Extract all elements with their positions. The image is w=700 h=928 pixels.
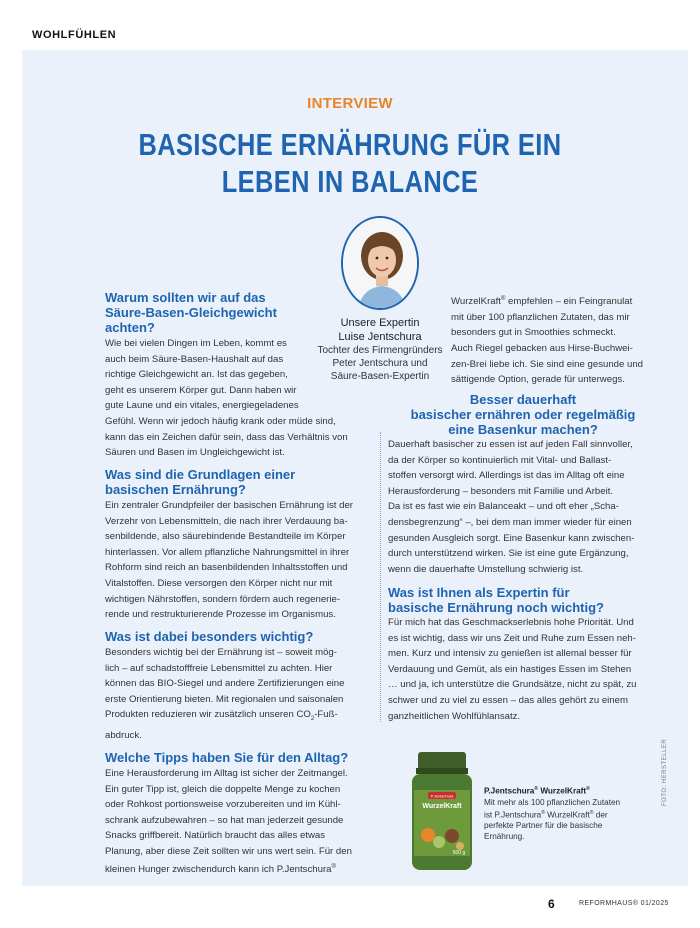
product-bottle-image	[408, 750, 476, 872]
product-name-text: WurzelKraft	[538, 786, 587, 796]
answer-line: Verzehr von Lebensmitteln, die nach ihrer Verdauung ba-	[105, 515, 348, 527]
answer-line: senbildende, also säurebindende Bestandteile im Körper	[105, 531, 346, 543]
answer-line: Planung, aber diese Zeit sollten wir uns wert sein. Für den	[105, 845, 352, 857]
answer-line: densbegrenzung“ –, bei dem man immer wieder für einen	[388, 516, 632, 528]
question-line: Besser dauerhaft	[469, 392, 577, 407]
question-line: Warum sollten wir auf das	[105, 290, 266, 305]
answer-line: Gefühl. Wenn wir jedoch häufig krank oder müde sind,	[105, 415, 336, 427]
answer-line: abdruck.	[105, 729, 142, 741]
question-6	[388, 585, 663, 615]
page-number: 6	[548, 897, 555, 911]
answer-line: wenn die dauerhafte Umstellung schwierig ist.	[388, 563, 584, 575]
answer-line: Eine Herausforderung im Alltag ist sicher der Zeitmangel.	[105, 768, 348, 779]
answer-line: geht es unserem Körper gut. Dann haben wir	[105, 384, 297, 396]
answer-line: Besonders wichtig bei der Ernährung ist – soweit mög-	[105, 647, 337, 658]
photo-credit: FOTO: HERSTELLER	[662, 738, 668, 806]
answer-line: oder Rohkost portionsweise vorzubereiten und im Kühl-	[105, 799, 341, 811]
answer-line: gesunden Ausgleich sorgt. Eine Basenkur kann zwischen-	[388, 532, 635, 544]
registered-mark: ®	[500, 296, 506, 302]
magazine-issue: REFORMHAUS® 01/2025	[579, 900, 669, 907]
answer-2	[105, 498, 370, 623]
answer-line: Ein zentraler Grundpfeiler der basischen Ernährung ist der	[105, 500, 353, 511]
answer-line: Vitalstoffen. Diese versorgen den Körper nicht nur mit	[105, 577, 333, 589]
answer-line: mit über 100 pflanzlichen Zutaten, das mir	[451, 311, 630, 323]
answer-line: hinterlassen. Vor allem pflanzliche Nahrungsmittel in ihrer	[105, 546, 350, 558]
answer-4-continued	[451, 292, 671, 388]
answer-line: kann das ein Zeichen dafür sein, dass das Verhältnis von	[105, 431, 348, 443]
caption-line: Luise Jentschura	[338, 331, 422, 343]
question-line: basischer ernähren oder regelmäßig	[410, 407, 636, 422]
answer-line: schwer und zu viel zu essen – das alles gehört zu einem	[388, 694, 628, 706]
answer-text: WurzelKraft	[451, 296, 501, 308]
title-line: BASISCHE ERNÄHRUNG FÜR EIN	[138, 127, 562, 162]
question-line: achten?	[105, 320, 155, 335]
answer-line: wichtigen Nährstoffen, sondern fördern auch regenerie-	[105, 593, 341, 605]
answer-line	[451, 292, 671, 310]
answer-line: men. Kurz und intensiv zu genießen ist allemal besser für	[388, 648, 632, 660]
question-line: Welche Tipps haben Sie für den Alltag?	[105, 750, 349, 765]
registered-mark: ®	[589, 809, 594, 816]
product-line: perfekte Partner für die basische	[484, 821, 603, 831]
question-line: basische Ernährung noch wichtig?	[388, 600, 604, 615]
answer-line: Für mich hat das Geschmackserlebnis hohe Priorität. Und	[388, 617, 634, 628]
answer-line: Da ist es fast wie ein Balanceakt – und oft eher „Scha-	[388, 501, 619, 513]
answer-line: richtige Gleichgewicht an. Ist das gegeben,	[105, 369, 288, 381]
answer-6	[388, 615, 663, 724]
answer-line: … und ja, ich unterstütze die Grundsätze, nicht zu spät, zu	[388, 679, 637, 691]
registered-mark: ®	[331, 863, 336, 870]
answer-line: es ist wichtig, dass wir uns Zeit und Ruhe zum Essen neh-	[388, 632, 636, 644]
answer-line: stoffen versorgt wird. Allerdings ist das im Alltag oft eine	[388, 470, 625, 482]
answer-line: rende und restrukturierende Prozesse im Organismus.	[105, 609, 336, 621]
answer-line: sättigende Option, gerade für unterwegs.	[451, 374, 625, 386]
answer-text: Produkten reduzieren wir zusätzlich unseren CO	[105, 709, 311, 721]
answer-line: besonders gut in Smoothies schmeckt.	[451, 327, 616, 339]
answer-5	[388, 437, 663, 577]
answer-line	[105, 860, 370, 878]
product-line: Mit mehr als 100 pflanzlichen Zutaten	[484, 797, 621, 807]
bottle-product-text: WurzelKraft	[422, 803, 462, 810]
answer-line: Verdauung und Gemüt, als ein hastiges Essen im Stehen	[388, 663, 632, 675]
answer-4	[105, 766, 370, 877]
answer-line: Dauerhaft basischer zu essen ist auf jeden Fall sinnvoller,	[388, 439, 633, 450]
answer-line: da der Körper so kontinuierlich mit Vital- und Ballast-	[388, 454, 612, 466]
expert-photo-illustration	[343, 218, 419, 310]
product-text: WurzelKraft	[544, 810, 590, 820]
question-1	[105, 290, 315, 335]
registered-mark: ®	[541, 809, 545, 816]
answer-line: schrank aufzubewahren – so hat man jederzeit gesunde	[105, 814, 344, 826]
answer-1	[105, 336, 365, 461]
product-line	[484, 808, 644, 821]
answer-line: Säuren und Basen im Ungleichgewicht ist.	[105, 447, 285, 459]
answer-line: Auch Riegel gebacken aus Hirse-Buchwei-	[451, 342, 633, 354]
product-name-text: P.Jentschura	[484, 786, 535, 796]
answer-3	[105, 645, 370, 743]
question-line: Säure-Basen-Gleichgewicht	[105, 305, 277, 320]
title-line: LEBEN IN BALANCE	[221, 164, 479, 199]
caption-line: Unsere Expertin	[340, 317, 420, 329]
question-3	[105, 629, 370, 644]
answer-text: -Fuß-	[314, 709, 338, 721]
caption-line: Peter Jentschura und	[332, 358, 428, 369]
answer-line: Snacks griffbereit. Natürlich braucht das alles etwas	[105, 830, 326, 842]
answer-line: auch beim Säure-Basen-Haushalt auf das	[105, 353, 284, 365]
bottle-weight-text: 500 g	[452, 850, 466, 856]
product-text: ist P.Jentschura	[484, 810, 542, 820]
question-line: Was ist dabei besonders wichtig?	[105, 629, 314, 644]
answer-line: Ein guter Tipp ist, gleich die doppelte Menge zu kochen	[105, 783, 341, 795]
answer-line: ganzheitlichen Wohlfühlansatz.	[388, 710, 521, 722]
expert-portrait	[341, 216, 419, 310]
section-label: WOHLFÜHLEN	[32, 29, 117, 41]
answer-line: zen-Brei liebe ich. Sie sind eine gesunde und	[451, 358, 644, 370]
answer-line	[105, 707, 370, 728]
question-2	[105, 467, 365, 497]
product-description	[484, 784, 644, 842]
product-bottle-illustration	[408, 750, 476, 872]
question-line: Was sind die Grundlagen einer	[105, 467, 296, 482]
caption-line: Säure-Basen-Expertin	[330, 371, 430, 382]
question-line: Was ist Ihnen als Expertin für	[388, 585, 570, 600]
registered-mark: ®	[534, 786, 539, 792]
product-name	[484, 784, 644, 797]
question-line: basischen Ernährung?	[105, 482, 246, 497]
answer-line: Rohform sind reich an basenbildenden Inhaltsstoffen und	[105, 562, 348, 574]
article-kicker: INTERVIEW	[307, 95, 393, 112]
column-divider	[380, 432, 381, 722]
answer-line: gute Laune und ein vitales, energiegeladenes	[105, 400, 299, 412]
question-line: eine Basenkur machen?	[448, 422, 598, 437]
question-5	[388, 392, 658, 437]
answer-line: erste Orientierung bieten. Mit regionalen und saisonalen	[105, 693, 344, 705]
answer-text: empfehlen – ein Feingranulat	[505, 296, 633, 308]
answer-line: Wie bei vielen Dingen im Leben, kommt es	[105, 338, 287, 349]
answer-line: durch unterstützend wirken. Sie ist eine gute Ergänzung,	[388, 548, 629, 560]
product-text: der	[593, 810, 608, 820]
question-4	[105, 750, 375, 765]
answer-line: lich – auf schadstofffreie Lebensmittel zu achten. Hier	[105, 662, 333, 674]
bottle-brand-text: P.Jentschura	[430, 793, 454, 799]
product-line: Ernährung.	[484, 832, 525, 842]
caption-line: Tochter des Firmengründers	[317, 345, 443, 356]
registered-mark: ®	[586, 786, 590, 792]
answer-text: kleinen Hunger zwischendurch kann ich P.Jentschura	[105, 863, 332, 875]
subscript: 2	[310, 716, 315, 723]
article-title	[112, 126, 588, 200]
answer-line: können das BIO-Siegel und andere Zertifizierungen eine	[105, 678, 345, 690]
answer-line: Herausforderung – besonders mit Familie und Arbeit.	[388, 485, 614, 497]
